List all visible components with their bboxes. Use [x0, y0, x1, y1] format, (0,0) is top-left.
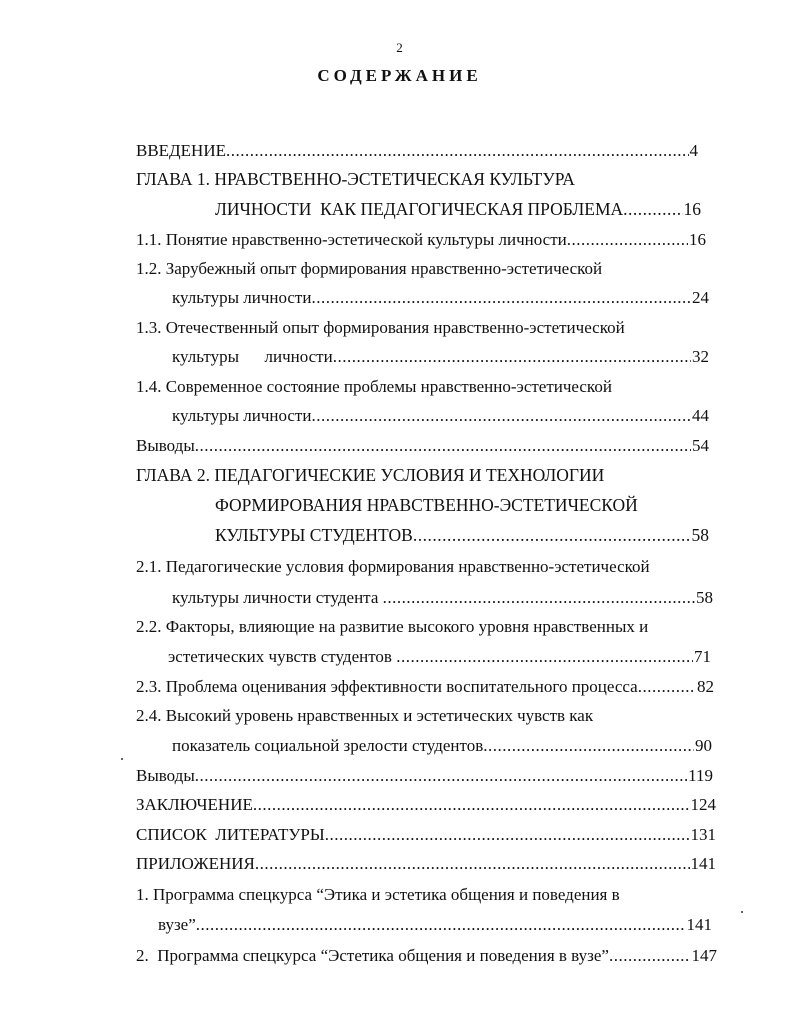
- toc-page-number: 119: [688, 766, 713, 785]
- toc-page-number: 141: [690, 854, 716, 873]
- toc-section-1-2-line-1: 1.2. Зарубежный опыт формирования нравственно-эстетической: [136, 259, 603, 278]
- toc-entry-title: ЗАКЛЮЧЕНИЕ: [136, 795, 253, 814]
- toc-entry-title: ПРИЛОЖЕНИЯ: [136, 854, 255, 873]
- toc-section-2-2: [168, 645, 711, 669]
- dot-leader: [311, 286, 691, 310]
- toc-entry-title: эстетических чувств студентов: [168, 647, 397, 666]
- dot-leader: [638, 675, 696, 699]
- toc-page-number: 90: [695, 736, 712, 755]
- dot-leader: [383, 586, 695, 610]
- toc-references: [136, 823, 716, 847]
- toc-page-number: 54: [692, 436, 709, 455]
- dot-leader: [195, 434, 691, 458]
- toc-page-number: 141: [686, 915, 712, 934]
- toc-chapter-2-line-1: ГЛАВА 2. ПЕДАГОГИЧЕСКИЕ УСЛОВИЯ И ТЕХНОЛОГИИ: [136, 465, 605, 485]
- toc-entry-title: показатель социальной зрелости студентов: [172, 736, 484, 755]
- toc-entry-title: культуры личности: [172, 347, 333, 366]
- toc-page-number: 82: [697, 677, 714, 696]
- toc-entry-title: ВВЕДЕНИЕ: [136, 141, 226, 160]
- toc-section-1-1: [136, 228, 706, 252]
- dot-leader: [255, 852, 690, 876]
- toc-page-number: 24: [692, 288, 709, 307]
- toc-chapter-2: [215, 523, 709, 547]
- toc-entry-title: СПИСОК ЛИТЕРАТУРЫ: [136, 825, 325, 844]
- toc-page-number: 16: [683, 199, 701, 219]
- dot-leader: [396, 645, 693, 669]
- dot-leader: [253, 793, 690, 817]
- scan-speck: [741, 911, 743, 913]
- toc-page-number: 16: [689, 230, 706, 249]
- toc-section-1-2: [172, 286, 709, 310]
- toc-page-number: 4: [689, 141, 698, 160]
- toc-appendix-2: [136, 944, 717, 968]
- toc-chapter-1: [215, 197, 701, 221]
- toc-entry-title: вузе”: [158, 915, 196, 934]
- toc-appendix-1: [158, 913, 712, 937]
- toc-section-1-4: [172, 404, 709, 428]
- page-number: 2: [396, 40, 403, 55]
- toc-page-number: 58: [691, 525, 709, 545]
- toc-conclusions-1: [136, 434, 709, 458]
- toc-page-number: 71: [694, 647, 711, 666]
- dot-leader: [609, 944, 691, 968]
- toc-section-2-3: [136, 675, 714, 699]
- toc-section-2-1-line-1: 2.1. Педагогические условия формирования нравственно-эстетической: [136, 557, 650, 576]
- toc-page-number: 131: [690, 825, 716, 844]
- toc-page-number: 124: [690, 795, 716, 814]
- toc-entry-title: КУЛЬТУРЫ СТУДЕНТОВ: [215, 525, 413, 545]
- toc-entry-title: культуры личности: [172, 288, 312, 307]
- dot-leader: [311, 404, 691, 428]
- toc-section-2-2-line-1: 2.2. Факторы, влияющие на развитие высокого уровня нравственных и: [136, 617, 649, 636]
- toc-page-number: 147: [691, 946, 717, 965]
- toc-entry-introduction: [136, 139, 698, 163]
- toc-chapter-2-line-2: ФОРМИРОВАНИЯ НРАВСТВЕННО-ЭСТЕТИЧЕСКОЙ: [215, 495, 638, 515]
- toc-page-number: 44: [692, 406, 709, 425]
- toc-chapter-1-line-1: ГЛАВА 1. НРАВСТВЕННО-ЭСТЕТИЧЕСКАЯ КУЛЬТУРА: [136, 169, 575, 189]
- scan-speck: [121, 758, 123, 760]
- toc-appendix-1-line-1: 1. Программа спецкурса “Этика и эстетика общения и поведения в: [136, 885, 620, 904]
- toc-entry-title: 1.1. Понятие нравственно-эстетической культуры личности: [136, 230, 567, 249]
- toc-section-2-4-line-1: 2.4. Высокий уровень нравственных и эстетических чувств как: [136, 706, 594, 725]
- page-title: СОДЕРЖАНИЕ: [317, 66, 482, 85]
- toc-section-2-1: [172, 586, 713, 610]
- toc-page-number: 58: [696, 588, 713, 607]
- toc-section-1-3: [172, 345, 709, 369]
- toc-conclusion: [136, 793, 716, 817]
- dot-leader: [333, 345, 691, 369]
- toc-entry-title: Выводы: [136, 766, 195, 785]
- toc-conclusions-2: [136, 764, 713, 788]
- dot-leader: [226, 139, 689, 163]
- toc-section-2-4: [172, 734, 712, 758]
- toc-entry-title: культуры личности студента: [172, 588, 383, 607]
- toc-entry-title: 2.3. Проблема оценивания эффективности воспитательного процесса: [136, 677, 638, 696]
- dot-leader: [413, 523, 691, 547]
- toc-section-1-4-line-1: 1.4. Современное состояние проблемы нравственно-эстетической: [136, 377, 612, 396]
- dot-leader: [325, 823, 690, 847]
- toc-entry-title: культуры личности: [172, 406, 312, 425]
- dot-leader: [567, 228, 688, 252]
- toc-section-1-3-line-1: 1.3. Отечественный опыт формирования нравственно-эстетической: [136, 318, 625, 337]
- dot-leader: [195, 764, 687, 788]
- toc-entry-title: 2. Программа спецкурса “Эстетика общения и поведения в вузе”: [136, 946, 609, 965]
- toc-entry-title: Выводы: [136, 436, 195, 455]
- dot-leader: [483, 734, 694, 758]
- toc-appendices: [136, 852, 716, 876]
- dot-leader: [623, 197, 682, 221]
- toc-entry-title: ЛИЧНОСТИ КАК ПЕДАГОГИЧЕСКАЯ ПРОБЛЕМА: [215, 199, 624, 219]
- toc-page-number: 32: [692, 347, 709, 366]
- dot-leader: [196, 913, 686, 937]
